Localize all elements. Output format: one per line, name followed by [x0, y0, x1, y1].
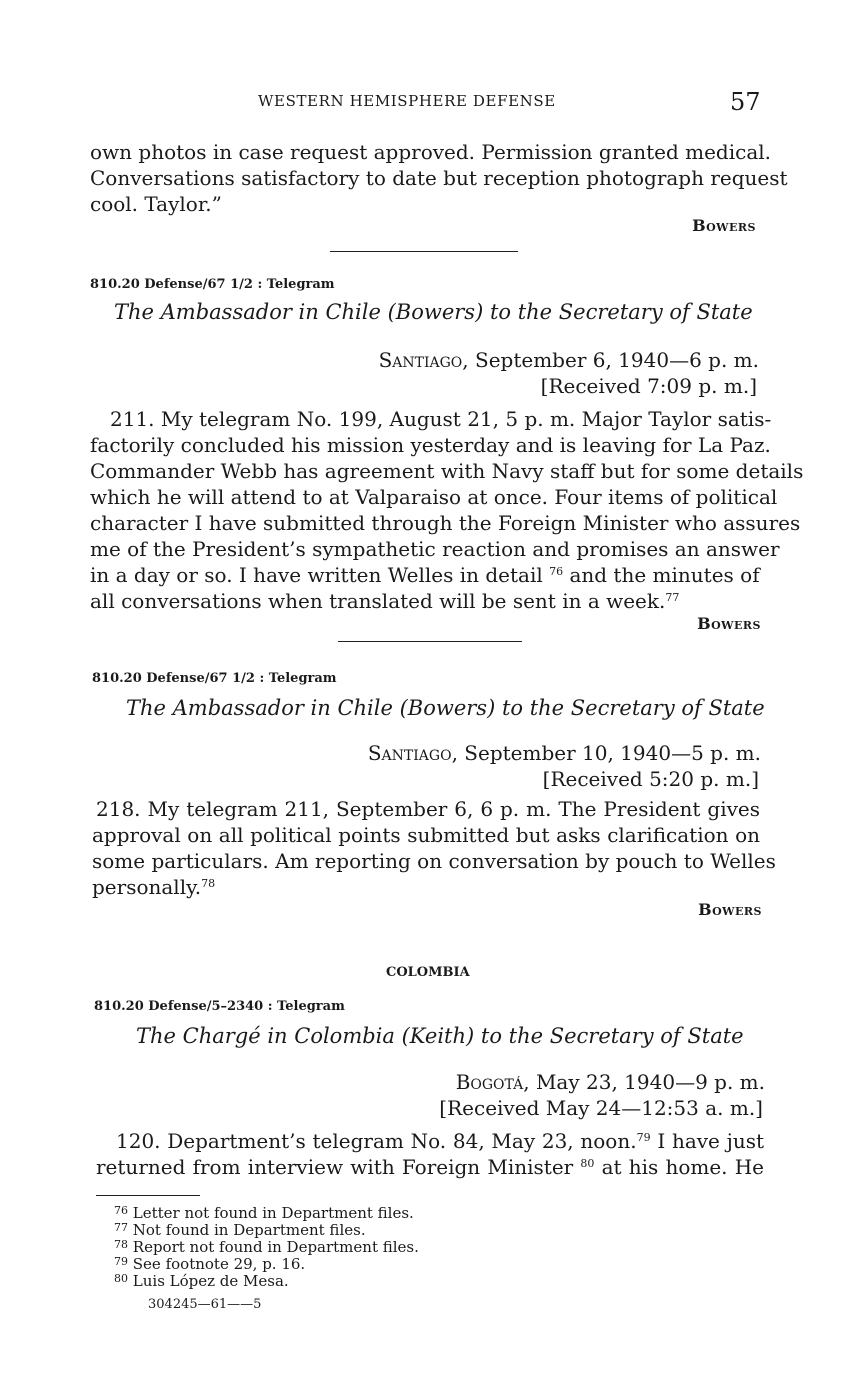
document-title: The Chargé in Colombia (Keith) to the Secretary of State: [136, 1024, 744, 1048]
date: September 6, 1940—6 p. m.: [475, 348, 759, 372]
text-line: me of the President’s sympathetic reaction and promises an answer: [90, 537, 780, 561]
divider: [330, 251, 518, 252]
text-segment: personally.: [92, 875, 202, 899]
footnote: [114, 1205, 419, 1222]
text-line: which he will attend to at Valparaiso at once. Four items of political: [90, 485, 778, 509]
text-line: 218. My telegram 211, September 6, 6 p. m. The President gives: [96, 797, 760, 821]
text-line: [92, 874, 760, 900]
footnotes: [114, 1205, 419, 1290]
text-line: Commander Webb has agreement with Navy staff but for some details: [90, 459, 804, 483]
footnote-ref: 80: [580, 1157, 595, 1170]
footnote: [114, 1273, 419, 1290]
footnote-ref: 76: [549, 565, 564, 578]
text-line: 211. My telegram No. 199, August 21, 5 p. m. Major Taylor satis-: [110, 407, 772, 431]
footnote-number: 76: [114, 1204, 128, 1217]
text-line: [96, 1128, 764, 1154]
footnote-ref: 79: [636, 1131, 651, 1144]
dateline: Santiago, September 6, 1940—6 p. m.: [378, 348, 759, 372]
dateline: Bogotá, May 23, 1940—9 p. m.: [455, 1070, 765, 1094]
telegram-body: [96, 1128, 764, 1180]
text-line: [96, 1154, 764, 1180]
text-line: Conversations satisfactory to date but reception photograph request: [90, 166, 788, 190]
text-line: own photos in case request approved. Permission granted medical.: [90, 140, 771, 164]
text-segment: in a day or so. I have written Welles in detail: [90, 563, 543, 587]
text-segment: all conversations when translated will be sent in a week.: [90, 589, 666, 613]
continuation-paragraph: [90, 139, 788, 217]
footnote: [114, 1256, 419, 1273]
footnote: [114, 1239, 419, 1256]
date: September 10, 1940—5 p. m.: [464, 741, 761, 765]
signature: Bowers: [698, 900, 762, 919]
place: Santiago: [378, 348, 463, 372]
telegram-body: [92, 796, 776, 900]
date: May 23, 1940—9 p. m.: [535, 1070, 765, 1094]
place: Bogotá: [455, 1070, 524, 1094]
text-segment: 120. Department’s telegram No. 84, May 23, noon.: [116, 1129, 637, 1153]
text-line: [90, 562, 758, 588]
text-segment: and the minutes of: [569, 563, 760, 587]
running-title: WESTERN HEMISPHERE DEFENSE: [258, 92, 556, 110]
footnote-text: Not found in Department files.: [132, 1221, 366, 1239]
file-number: 810.20 Defense/67 1/2 : Telegram: [90, 277, 335, 292]
footnote-number: 80: [114, 1272, 128, 1285]
text-line: cool. Taylor.”: [90, 192, 222, 216]
text-line: [90, 588, 758, 614]
file-number: 810.20 Defense/5–2340 : Telegram: [94, 999, 345, 1014]
footnote-ref: 77: [665, 591, 680, 604]
footnote-divider: [96, 1195, 200, 1196]
document-title: The Ambassador in Chile (Bowers) to the Secretary of State: [126, 696, 765, 720]
place: Santiago: [367, 741, 452, 765]
footnote: [114, 1222, 419, 1239]
text-segment: I have just: [657, 1129, 765, 1153]
dateline: Santiago, September 10, 1940—5 p. m.: [367, 741, 761, 765]
footnote-number: 78: [114, 1238, 128, 1251]
footnote-number: 79: [114, 1255, 128, 1268]
signature: Bowers: [692, 216, 756, 235]
received-line: [Received 5:20 p. m.]: [542, 767, 759, 791]
footnote-number: 77: [114, 1221, 128, 1234]
footnote-text: Report not found in Department files.: [132, 1238, 419, 1256]
text-line: approval on all political points submitted but asks clarification on: [92, 823, 760, 847]
footnote-text: Letter not found in Department files.: [132, 1204, 414, 1222]
footnote-text: See footnote 29, p. 16.: [132, 1255, 306, 1273]
document-title: The Ambassador in Chile (Bowers) to the Secretary of State: [114, 300, 753, 324]
footnote-text: Luis López de Mesa.: [132, 1272, 289, 1290]
signature: Bowers: [697, 614, 761, 633]
footnote-ref: 78: [201, 877, 216, 890]
page-number: 57: [730, 88, 761, 116]
section-heading: COLOMBIA: [386, 965, 470, 980]
telegram-body: [90, 406, 804, 614]
received-line: [Received May 24—12:53 a. m.]: [439, 1096, 763, 1120]
text-segment: returned from interview with Foreign Minister: [96, 1155, 574, 1179]
text-line: character I have submitted through the Foreign Minister who assures: [90, 511, 801, 535]
file-number: 810.20 Defense/67 1/2 : Telegram: [92, 671, 337, 686]
text-line: factorily concluded his mission yesterday and is leaving for La Paz.: [90, 433, 771, 457]
text-line: some particulars. Am reporting on conversation by pouch to Welles: [92, 849, 776, 873]
printer-mark: 304245—61——5: [148, 1297, 262, 1312]
text-segment: at his home. He: [601, 1155, 764, 1179]
divider: [338, 641, 522, 642]
received-line: [Received 7:09 p. m.]: [540, 374, 757, 398]
